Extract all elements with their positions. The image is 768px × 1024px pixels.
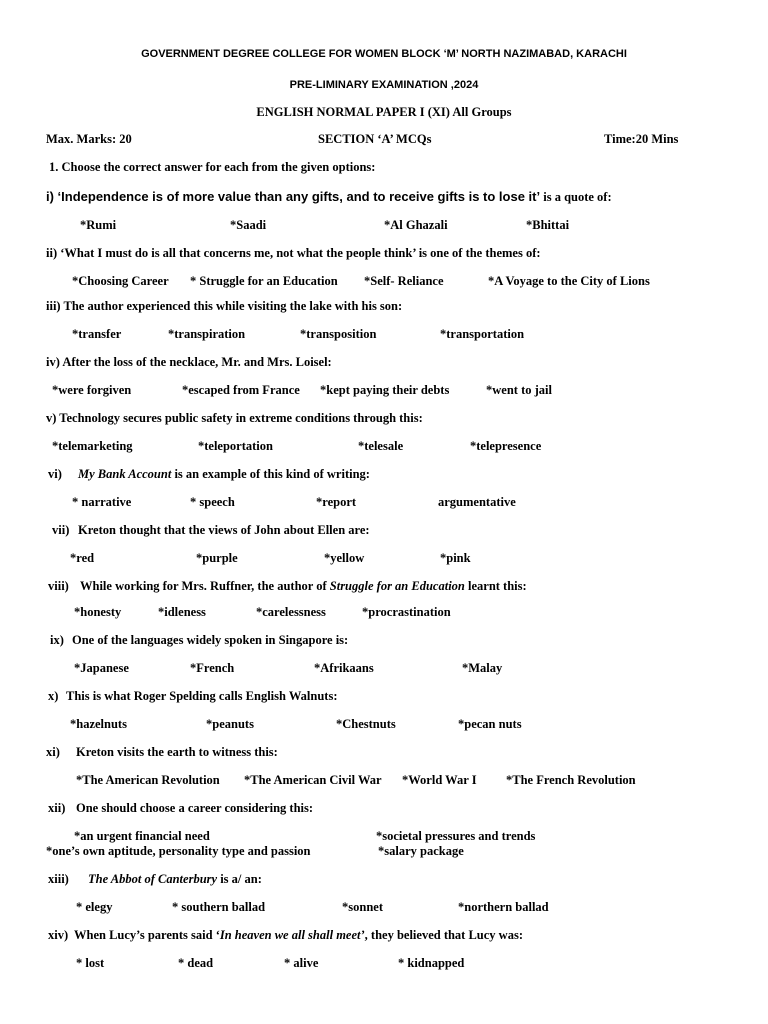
question-stem: One should choose a career considering this: [76,801,314,815]
question-number: xi) [46,745,60,759]
time-allowed: Time:20 Mins [604,132,679,146]
option: *teleportation [198,439,273,453]
option: *Malay [462,661,503,675]
option: *were forgiven [52,383,132,397]
option: *hazelnuts [70,717,127,731]
option: *The French Revolution [506,773,636,787]
question-number: vii) [52,523,70,537]
option: * narrative [72,495,132,509]
question-stem: i) ‘Independence is of more value than any gifts, and to receive gifts is to lose it’ is a quote of: [46,189,612,204]
option: * elegy [76,900,113,914]
option: *sonnet [342,900,383,914]
option: *yellow [324,551,365,565]
option: *escaped from France [182,383,300,397]
max-marks: Max. Marks: 20 [46,132,132,146]
option: * Struggle for an Education [190,274,338,288]
option: * lost [76,956,105,970]
option: *pecan nuts [458,717,522,731]
paper-title: ENGLISH NORMAL PAPER I (XI) All Groups [256,105,512,119]
option: * southern ballad [172,900,266,914]
option: *transposition [300,327,377,341]
option: *Chestnuts [336,717,396,731]
option: *telepresence [470,439,542,453]
option: *Saadi [230,218,267,232]
option: *pink [440,551,471,565]
option: * alive [284,956,319,970]
option: *The American Revolution [76,773,220,787]
question-stem: v) Technology secures public safety in extreme conditions through this: [46,411,423,425]
option: *went to jail [486,383,552,397]
option: *transpiration [168,327,246,341]
option: *World War I [402,773,477,787]
question-stem: Kreton thought that the views of John about Ellen are: [78,523,370,537]
option: argumentative [438,495,516,509]
option: *peanuts [206,717,254,731]
option: *salary package [378,844,464,858]
question-number: viii) [48,579,69,593]
question-number: vi) [48,467,62,481]
option: *The American Civil War [244,773,382,787]
option: *Japanese [74,661,129,675]
option: *transportation [440,327,525,341]
question-stem: iii) The author experienced this while visiting the lake with his son: [46,299,403,313]
question-number: xiv) [48,928,69,942]
question-stem: When Lucy’s parents said ‘In heaven we all shall meet’, they believed that Lucy was: [74,928,523,942]
option: *kept paying their debts [320,383,450,397]
option: *idleness [158,605,206,619]
question-number: ix) [50,633,64,647]
question-stem: The Abbot of Canterbury is a/ an: [88,872,262,886]
option: *carelessness [256,605,326,619]
option: *northern ballad [458,900,549,914]
option: *red [70,551,95,565]
option: * kidnapped [398,956,465,970]
question-stem: This is what Roger Spelding calls English Walnuts: [66,689,338,703]
option: *societal pressures and trends [376,829,536,843]
option: *French [190,661,235,675]
option: *honesty [74,605,122,619]
option: *telesale [358,439,404,453]
question-stem: ii) ‘What I must do is all that concerns me, not what the people think’ is one of the themes of: [46,246,541,260]
question-number: xii) [48,801,66,815]
option: *procrastination [362,605,451,619]
exam-title: PRE-LIMINARY EXAMINATION ,2024 [289,79,479,91]
question-stem: Kreton visits the earth to witness this: [76,745,278,759]
option: *Afrikaans [314,661,374,675]
option: *purple [196,551,238,565]
option: *report [316,495,357,509]
question-stem: While working for Mrs. Ruffner, the author of Struggle for an Education learnt this: [80,579,527,593]
option: *transfer [72,327,122,341]
section-title: SECTION ‘A’ MCQs [318,132,432,146]
instruction: 1. Choose the correct answer for each from the given options: [49,160,376,174]
option: *an urgent financial need [74,829,210,843]
option: *A Voyage to the City of Lions [488,274,650,288]
college-name: GOVERNMENT DEGREE COLLEGE FOR WOMEN BLOCK ‘M’ NORTH NAZIMABAD, KARACHI [141,48,627,60]
question-stem: iv) After the loss of the necklace, Mr. and Mrs. Loisel: [46,355,332,369]
option: *Rumi [80,218,117,232]
question-number: x) [48,689,59,703]
option: *Al Ghazali [384,218,448,232]
option: *Self- Reliance [364,274,444,288]
question-number: xiii) [48,872,69,886]
option: * dead [178,956,214,970]
option: *one’s own aptitude, personality type and passion [46,844,311,858]
option: *telemarketing [52,439,133,453]
option: * speech [190,495,235,509]
question-stem: My Bank Account is an example of this kind of writing: [78,467,370,481]
question-stem: One of the languages widely spoken in Singapore is: [72,633,349,647]
option: *Bhittai [526,218,570,232]
option: *Choosing Career [72,274,169,288]
